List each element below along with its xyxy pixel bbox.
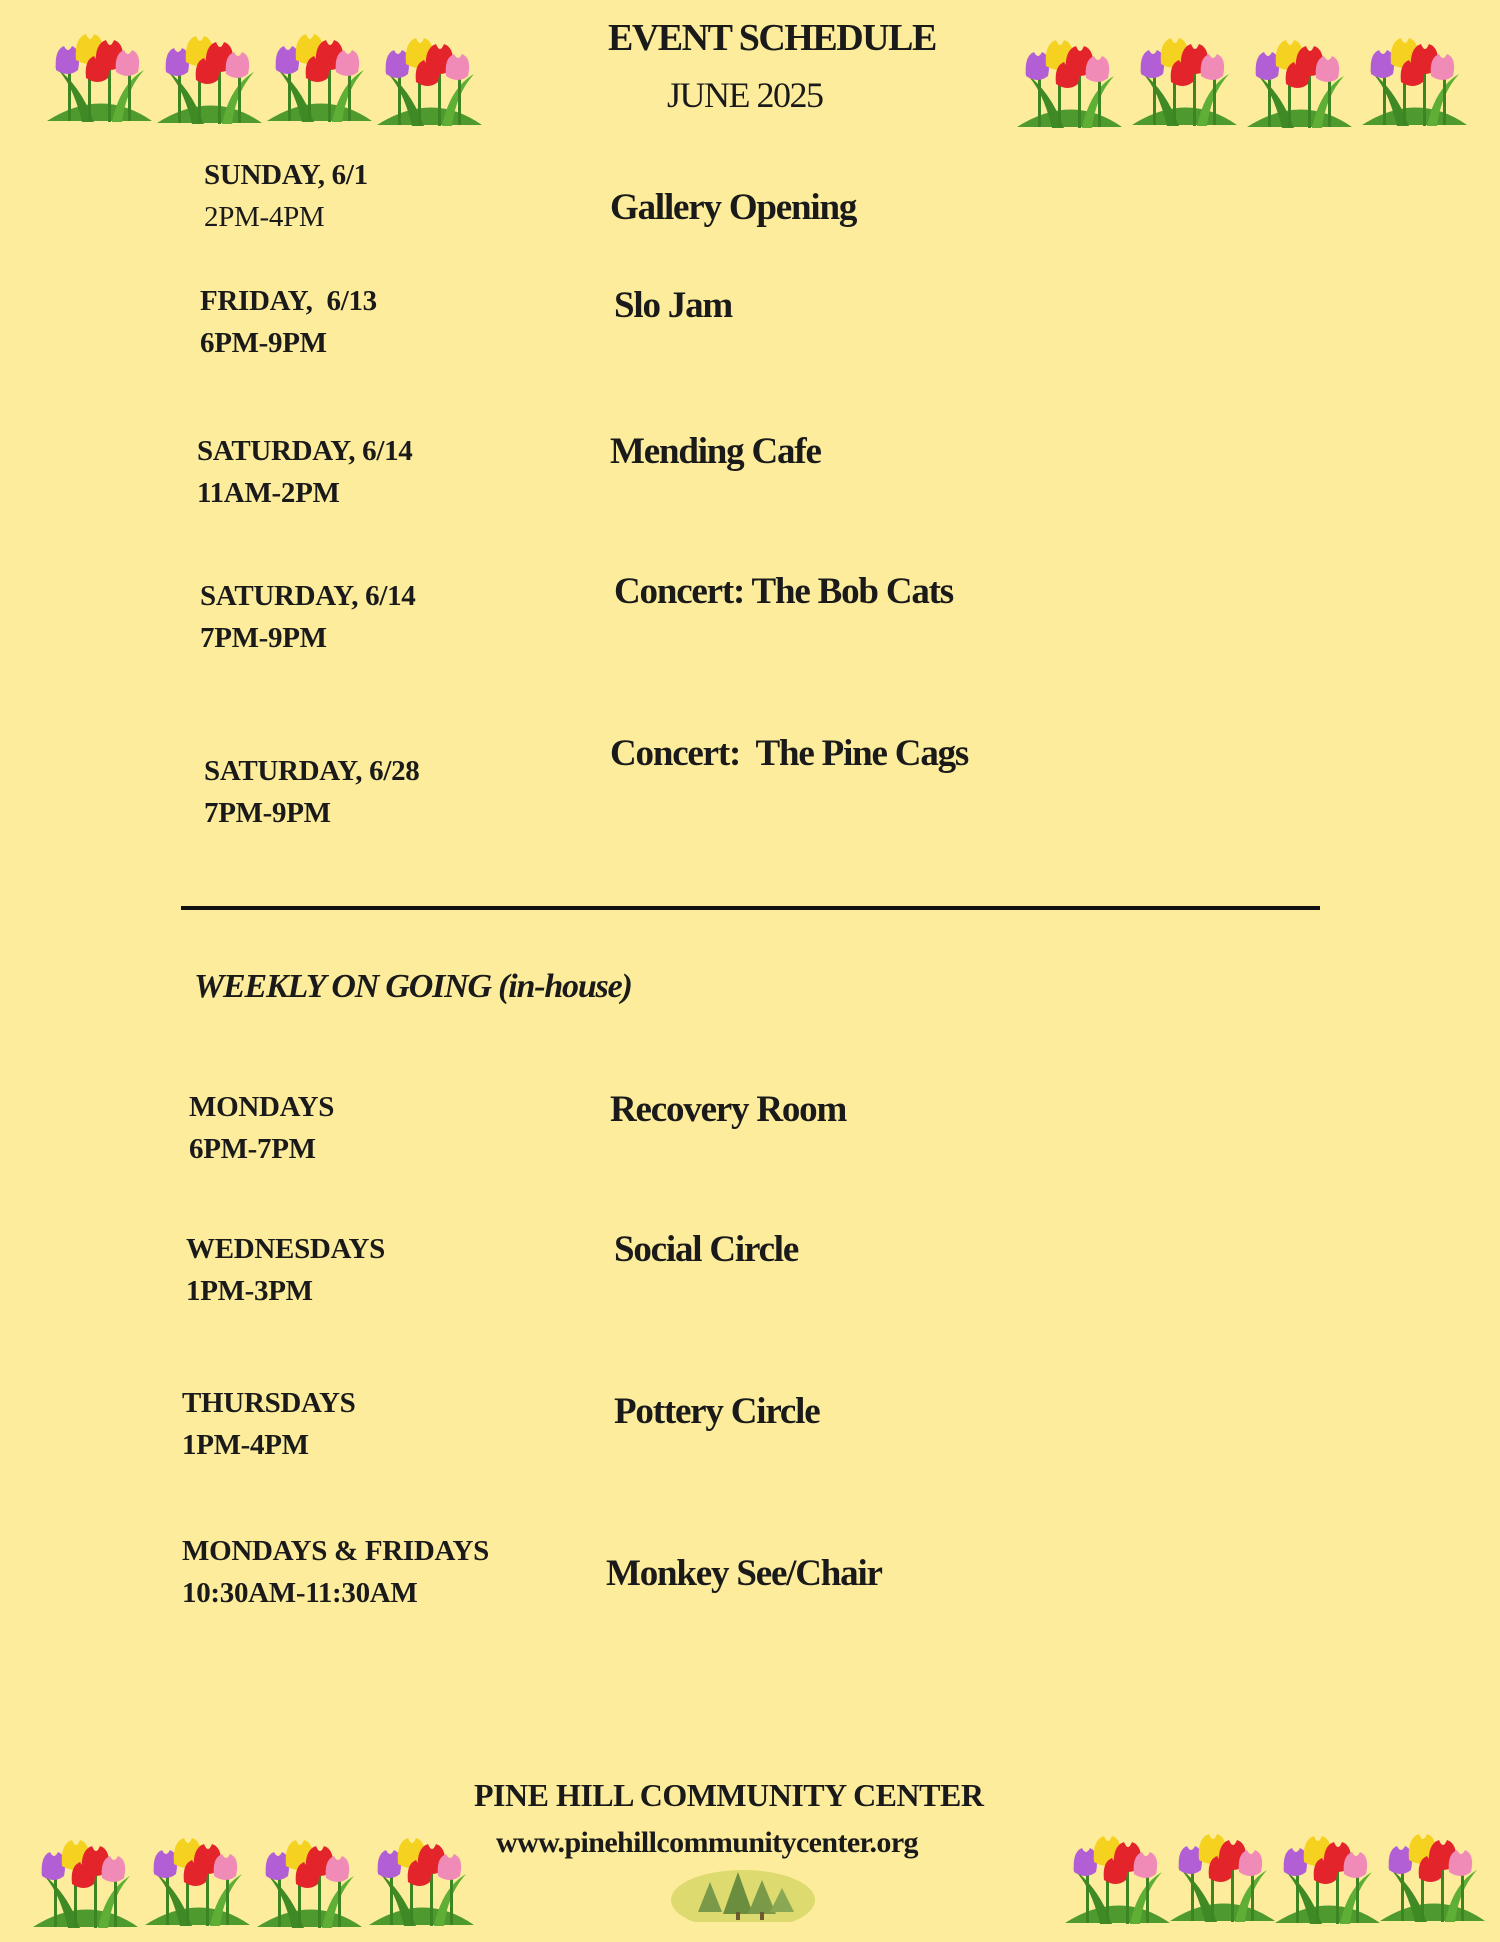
event-time: 6PM-9PM bbox=[200, 327, 327, 359]
weekly-time: 6PM-7PM bbox=[189, 1133, 316, 1165]
event-name-2: Slo Jam bbox=[614, 285, 733, 326]
weekly-time: 1PM-3PM bbox=[186, 1275, 313, 1307]
event-day: FRIDAY, 6/13 bbox=[200, 285, 377, 317]
event-time: 7PM-9PM bbox=[200, 622, 327, 654]
weekly-schedule-4 bbox=[182, 1530, 489, 1614]
tulip-border-bottom-left-icon bbox=[28, 1830, 488, 1936]
weekly-heading: WEEKLY ON GOING (in-house) bbox=[194, 968, 632, 1005]
event-name-1: Gallery Opening bbox=[610, 187, 857, 228]
event-name-3: Mending Cafe bbox=[610, 431, 821, 472]
footer-organization: PINE HILL COMMUNITY CENTER bbox=[474, 1777, 984, 1813]
event-day: SUNDAY, 6/1 bbox=[204, 159, 368, 191]
page-title: EVENT SCHEDULE bbox=[608, 17, 936, 59]
tulip-border-top-left-icon bbox=[42, 26, 512, 130]
event-schedule-1 bbox=[204, 154, 368, 238]
weekly-day: WEDNESDAYS bbox=[186, 1233, 385, 1265]
event-name-4: Concert: The Bob Cats bbox=[614, 571, 953, 612]
weekly-day: MONDAYS & FRIDAYS bbox=[182, 1535, 489, 1567]
event-schedule-2 bbox=[200, 280, 377, 364]
event-schedule-4 bbox=[200, 575, 416, 659]
weekly-schedule-2 bbox=[186, 1228, 385, 1312]
weekly-name-2: Social Circle bbox=[614, 1229, 799, 1270]
weekly-day: THURSDAYS bbox=[182, 1387, 356, 1419]
tulip-border-bottom-right-icon bbox=[1060, 1826, 1490, 1932]
event-day: SATURDAY, 6/14 bbox=[197, 435, 413, 467]
event-day: SATURDAY, 6/28 bbox=[204, 755, 420, 787]
weekly-name-3: Pottery Circle bbox=[614, 1391, 820, 1432]
event-time: 7PM-9PM bbox=[204, 797, 331, 829]
pine-trees-logo-icon bbox=[668, 1852, 818, 1922]
event-schedule-3 bbox=[197, 430, 413, 514]
weekly-schedule-1 bbox=[189, 1086, 334, 1170]
footer-website-link[interactable]: www.pinehillcommunitycenter.org bbox=[496, 1826, 918, 1859]
weekly-time: 10:30AM-11:30AM bbox=[182, 1577, 418, 1609]
weekly-name-1: Recovery Room bbox=[610, 1089, 847, 1130]
weekly-schedule-3 bbox=[182, 1382, 356, 1466]
weekly-time: 1PM-4PM bbox=[182, 1429, 309, 1461]
event-time: 11AM-2PM bbox=[197, 477, 340, 509]
event-name-5: Concert: The Pine Cags bbox=[610, 733, 969, 774]
event-schedule-5 bbox=[204, 750, 420, 834]
event-day: SATURDAY, 6/14 bbox=[200, 580, 416, 612]
event-time: 2PM-4PM bbox=[204, 201, 325, 233]
page-subtitle: JUNE 2025 bbox=[667, 75, 823, 115]
section-divider bbox=[181, 906, 1320, 910]
weekly-name-4: Monkey See/Chair bbox=[606, 1553, 882, 1594]
tulip-border-top-right-icon bbox=[1012, 30, 1477, 134]
weekly-day: MONDAYS bbox=[189, 1091, 335, 1123]
